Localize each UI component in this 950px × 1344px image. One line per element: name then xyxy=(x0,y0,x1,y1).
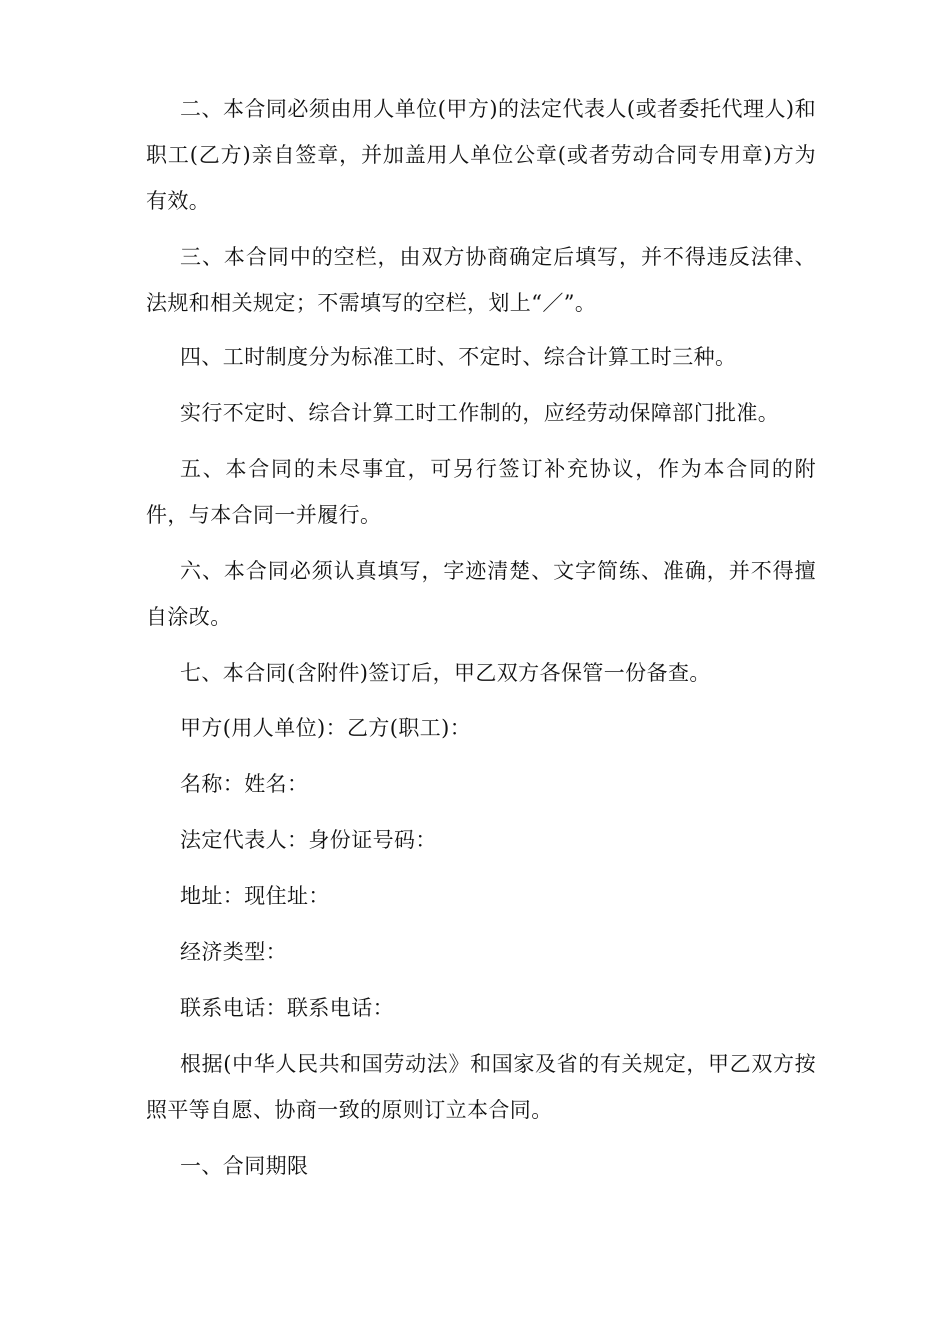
clause-4-working-hours: 四、工时制度分为标准工时、不定时、综合计算工时三种。 xyxy=(180,345,737,369)
clause-3-blank-fields: 三、本合同中的空栏，由双方协商确定后填写，并不得违反法律、法规和相关规定；不需填写的空栏，划上“／”。 xyxy=(146,245,816,315)
clause-2-signature: 二、本合同必须由用人单位(甲方)的法定代表人(或者委托代理人)和职工(乙方)亲自签章，并加盖用人单位公章(或者劳动合同专用章)方为有效。 xyxy=(146,97,816,213)
field-legal-representative: 法定代表人：身份证号码： xyxy=(180,828,437,852)
clause-4-approval-note: 实行不定时、综合计算工时工作制的，应经劳动保障部门批准。 xyxy=(180,401,780,425)
contract-preamble: 根据(中华人民共和国劳动法》和国家及省的有关规定，甲乙双方按照平等自愿、协商一致的原则订立本合同。 xyxy=(146,1052,816,1122)
party-header: 甲方(用人单位)：乙方(职工)： xyxy=(180,716,472,740)
clause-6-filling-rules: 六、本合同必须认真填写，字迹清楚、文字简练、准确，并不得擅自涂改。 xyxy=(146,559,816,629)
field-economic-type: 经济类型： xyxy=(180,940,287,964)
field-phone: 联系电话：联系电话： xyxy=(180,996,394,1020)
clause-7-copies: 七、本合同(含附件)签订后，甲乙双方各保管一份备查。 xyxy=(180,661,711,685)
section-1-contract-term: 一、合同期限 xyxy=(180,1154,309,1178)
clause-5-supplementary: 五、本合同的未尽事宜，可另行签订补充协议，作为本合同的附件，与本合同一并履行。 xyxy=(146,457,816,527)
field-name: 名称：姓名： xyxy=(180,772,309,796)
field-address: 地址：现住址： xyxy=(180,884,330,908)
